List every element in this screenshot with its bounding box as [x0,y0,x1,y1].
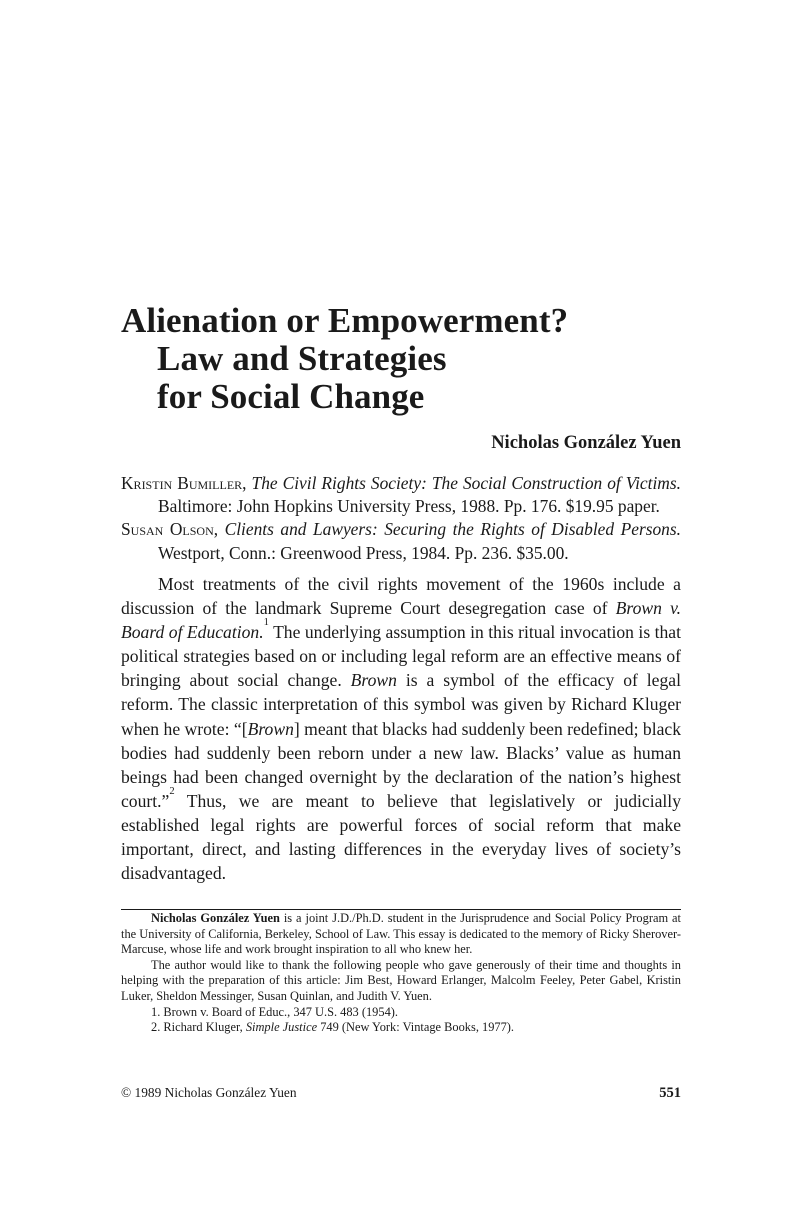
body-case-name: Brown v. Board of Education. [121,598,681,643]
book-2-author-last: Olson [169,519,214,540]
footnote-1: 1. Brown v. Board of Educ., 347 U.S. 483 (1954). [151,1004,398,1019]
article-author: Nicholas González Yuen [491,433,681,453]
footnote-2-title: Simple Justice [245,1020,318,1035]
body-brown: Brown [350,670,397,691]
footnote-2-text-a: 2. Richard Kluger, [151,1020,243,1035]
copyright-notice: © 1989 Nicholas González Yuen [121,1085,297,1100]
reviewed-book-2: Susan Olson, Clients and Lawyers: Securing the Rights of Disabled Persons. Westport, Conn.: Greenwood Press, 1984. Pp. 236. $35.00. [121,519,681,563]
book-2-title: Clients and Lawyers: Securing the Rights of Disabled Persons. [224,519,681,540]
article-page [121,0,681,1231]
title-line-3: for Social Change [157,377,425,416]
body-text-3: is a symbol of the efficacy of legal reform. The classic interpretation of this symbol was given by Richard Kluger when he wrote: “[ [121,670,681,739]
footnote-divider [121,909,681,910]
body-brown-2: Brown [247,718,294,739]
body-paragraph [121,572,681,885]
body-text-2: The underlying assumption in this ritual invocation is that political strategies based on or including legal reform are an effective means of bringing about social change. [121,622,681,691]
footnote-ref-1[interactable]: 1 [263,617,269,629]
book-1-author-first: Kristin [121,473,173,493]
author-note-name: Nicholas González Yuen [151,911,280,925]
body-text-1: Most treatments of the civil rights movement of the 1960s include a discussion of the landmark Supreme Court desegregation case of [121,574,681,619]
footnote-2 [121,1020,681,1036]
article-title [121,302,681,416]
body-text-5: Thus, we are meant to believe that legislatively or judicially established legal rights are powerful forces of social reform that make important, direct, and lasting differences in the everyday lives of society’s disadvantaged. [121,790,681,884]
book-1-author-last: Bumiller [177,473,243,493]
author-note-text: is a joint J.D./Ph.D. student in the Jurisprudence and Social Policy Program at the University of California, Berkeley, School of Law. This essay is dedicated to the memory of Ricky Sherover-Marcuse, whose life and work brought inspiration to all who knew her. [121,911,681,957]
reviewed-books [121,472,681,565]
author-note [121,911,681,958]
book-2-publication: Westport, Conn.: Greenwood Press, 1984. Pp. 236. $35.00. [158,542,569,563]
acknowledgments: The author would like to thank the following people who gave generously of their time and thoughts in helping with the preparation of this article: Jim Best, Howard Erlanger, Malcolm Feeley, Peter Gabel, Kristin Luker, Sheldon Messinger, Susan Quinlan, and Judith V. Yuen. [121,957,681,1003]
title-line-2: Law and Strategies [157,339,447,378]
title-line-1: Alienation or Empowerment? [121,301,569,340]
footnote-ref-2[interactable]: 2 [169,785,175,797]
page-number: 551 [659,1085,681,1101]
footnote-2-text-b: 749 (New York: Vintage Books, 1977). [320,1020,515,1035]
body-text-4: ] meant that blacks had suddenly been redefined; black bodies had suddenly been reborn under a new law. Blacks’ value as human beings had been changed overnight by the declaration of the nation’s highest court.” [121,718,682,811]
reviewed-book-1: Kristin Bumiller, The Civil Rights Society: The Social Construction of Victims. Baltimore: John Hopkins University Press, 1988. Pp. 176. $19.95 paper. [121,473,681,517]
book-1-publication: Baltimore: John Hopkins University Press, 1988. Pp. 176. $19.95 paper. [158,496,660,517]
book-1-title: The Civil Rights Society: The Social Construction of Victims. [251,473,681,493]
footnotes [121,911,681,1036]
book-2-author-first: Susan [121,519,164,540]
